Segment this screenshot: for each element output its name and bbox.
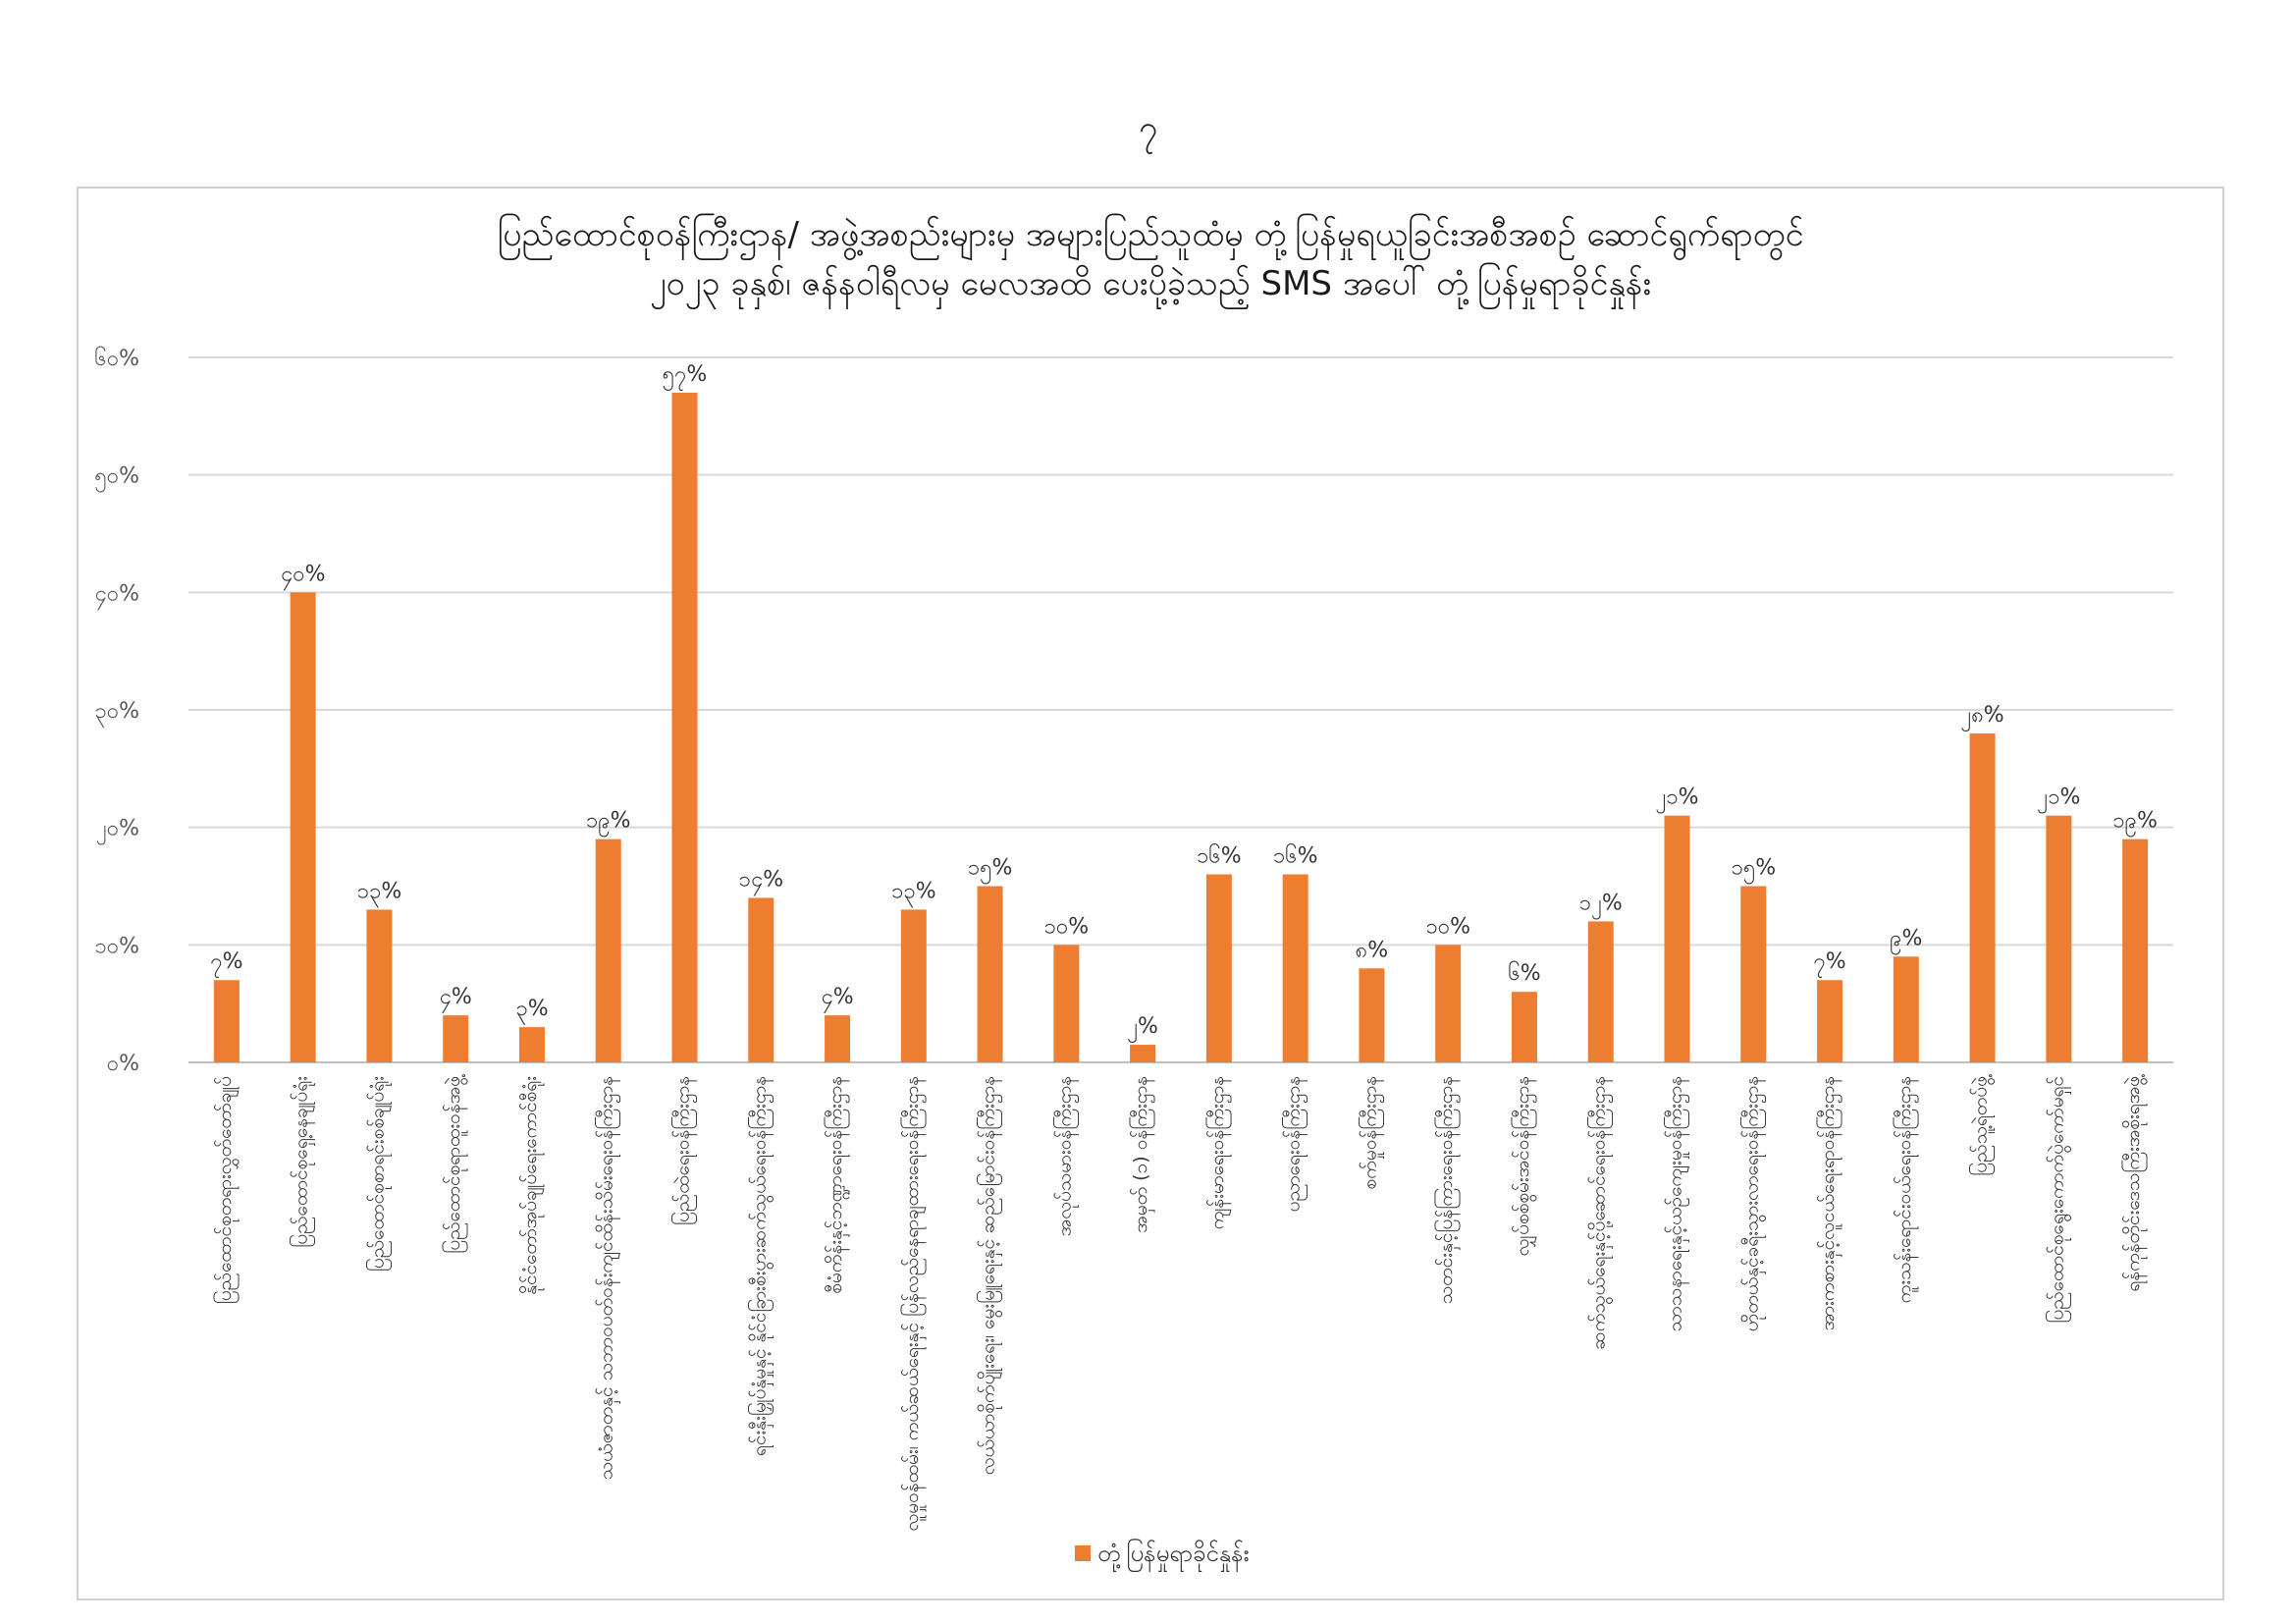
bar [901,909,927,1062]
x-tick-label: သာသနာရေးနှင့်ယဉ်ကျေးမှုဝန်ကြီးဌာန [1664,1076,1686,1332]
bar [366,909,392,1062]
data-label: ၄% [439,985,472,1010]
bar [1130,1045,1155,1062]
bar [291,592,316,1062]
bar [1206,875,1232,1062]
y-tick-label: ၆၀% [94,347,139,371]
bar [2122,839,2148,1062]
data-label: ၁၅% [1731,855,1777,881]
x-tick-label: စက်မှုဝန်ကြီးဌာန [1359,1076,1381,1190]
bar [1740,887,1766,1063]
bar [825,1015,850,1062]
legend-label: တုံ့ပြန်မှုရာခိုင်နှုန်း [1097,1540,1250,1567]
bar [1053,945,1079,1062]
bar [214,980,240,1062]
bar [443,1015,468,1062]
legend-swatch [1075,1545,1091,1561]
x-tick-label: လယ်ယာစိုက်ပျိုးရေး၊ မွေးမြူရေးနှင့် ဆည်မြောင်းဝန်ကြီးဌာန [977,1076,999,1476]
bars [214,393,2148,1062]
x-tick-label: ရင်းနှီးမြှုပ်နှံမှုနှင့် နိုင်ငံခြားစီးပွားဆက်သွယ်ရေးဝန်ကြီးဌာန [748,1076,771,1457]
bar [748,897,774,1062]
bar [672,393,698,1062]
gridlines [188,357,2173,1062]
x-tick-label: ပညာရေးဝန်ကြီးဌာန [1282,1076,1305,1213]
data-label: ၃% [515,997,549,1022]
bar [1817,980,1842,1062]
x-tick-label: ပြည်ထောင်စုစာရင်းစစ်ချုပ်ရုံး [366,1076,389,1272]
y-axis-ticks [94,346,139,1076]
data-label: ၁၄% [738,867,784,893]
data-label: ၁၀% [1425,914,1471,940]
bar-chart [79,189,2222,1598]
bar [1588,921,1614,1062]
bar [978,887,1003,1063]
bar [1665,816,1690,1062]
chart-container [77,187,2224,1600]
x-axis-labels [212,1074,2148,1531]
data-label: ၁၉% [2112,808,2158,834]
bar [2046,816,2071,1062]
data-label: ၈% [1355,938,1389,963]
y-tick-label: ၂၀% [95,816,139,841]
data-label: ၁၂% [1578,891,1623,916]
data-label: ၆% [1508,961,1541,987]
bar [1894,956,1919,1062]
x-tick-label: အားကစားနှင့်လူငယ်ရေးရာဝန်ကြီးဌာန [1817,1076,1840,1331]
data-label: ၁၉% [585,808,631,834]
bar [519,1027,545,1062]
x-tick-label: လူမှုဝန်ထမ်း၊ ကယ်ဆယ်ရေးနှင့် ပြန်လည်နေရာချထားရေးဝန်ကြီးဌာန [900,1076,923,1532]
data-label: ၅၇% [662,361,708,387]
x-tick-label: အလုပ်သမားဝန်ကြီးဌာန [1053,1076,1076,1237]
data-label: ၁၆% [1272,843,1318,869]
x-tick-label: သတင်းနှင့်ပြန်ကြားရေးဝန်ကြီးဌာန [1435,1076,1458,1305]
data-labels [210,362,2158,1043]
x-tick-label: အမှတ် (၁) ဝန်ကြီးဌာန [1130,1076,1152,1233]
chart-title-line-2: ၂၀၂၃ ခုနှစ်၊ ဇန်နဝါရီလမှ မေလအထိ ပေးပို့ခဲ့သည့် SMS အပေါ် တုံ့ပြန်မှုရာခိုင်နှုန်း [649,264,1652,303]
y-tick-label: ၄၀% [94,581,139,607]
x-tick-label: ပြည်ထောင်စုရှေ့နေချုပ်ရုံး [290,1076,312,1248]
x-tick-label: ပြည်ထောင်စုတရားလွှတ်တော်ချုပ် [213,1076,236,1305]
data-label: ၁၀% [1043,914,1090,940]
x-tick-label: လျှပ်စစ်စွမ်းအင်ဝန်ကြီးဌာန [1511,1076,1533,1257]
y-tick-label: ၅၀% [94,463,139,489]
data-label: ၂% [1127,1014,1158,1040]
data-label: ၁၃% [890,879,936,904]
chart-title-line-1: ပြည်ထောင်စုဝန်ကြီးဌာန/ အဖွဲ့အစည်းများမှ အများပြည်သူထံမှ တုံ့ပြန်မှုရယူခြင်းအစီအစဉ် ဆောင်ရွက်ရာတွင် [497,215,1804,254]
page-number: ၇ [1138,109,1158,148]
x-tick-label: ပြည်ထဲရေးဝန်ကြီးဌာန [671,1076,694,1226]
bar [1283,875,1308,1062]
data-label: ၉% [1890,926,1923,951]
bar [596,839,621,1062]
x-tick-label: သယံဇာတနှင့် သဘာဝပတ်ဝန်းကျင်ထိန်းသိမ်းရေးဝန်ကြီးဌာန [595,1076,617,1481]
bar [1435,945,1461,1062]
data-label: ၇% [210,949,243,975]
data-label: ၄% [821,985,854,1010]
legend [1075,1538,1250,1572]
data-label: ၂၈% [1960,702,2004,728]
data-label: ၁၅% [967,855,1013,881]
data-label: ၇% [1813,949,1846,975]
x-tick-label: ကျန်းမာရေးဝန်ကြီးဌာန [1205,1076,1228,1230]
x-tick-label: ပြည်သူ့ရဲတပ်ဖွဲ့ [1969,1076,1992,1176]
x-tick-label: စီမံကိန်းနှင့်ဘဏ္ဍာရေးဝန်ကြီးဌာန [825,1076,847,1294]
bar [1512,992,1537,1062]
y-tick-label: ၀% [106,1052,139,1076]
x-tick-label: နိုင်ငံတော်အုပ်ချုပ်ရေးကောင်စီရုံး [518,1076,541,1295]
bar [1970,733,1996,1062]
x-tick-label: ပြည်ထောင်စုရွေးကောက်ပွဲကော်မရှင် [2046,1076,2068,1324]
data-label: ၂၁% [1655,785,1699,810]
x-tick-label: ပြည်ထောင်စုရာထူးဝန်အဖွဲ့ [443,1076,465,1254]
y-tick-label: ၃၀% [94,699,139,724]
x-tick-label: ဟိုတယ်နှင့်ခရီးသွားလာရေးဝန်ကြီးဌာန [1740,1076,1763,1332]
x-tick-label: ကူးသန်းရောင်းဝယ်ရေးဝန်ကြီးဌာန [1893,1075,1915,1304]
bar [1359,968,1384,1062]
data-label: ၁၃% [356,879,402,904]
data-label: ၁၆% [1197,843,1242,869]
data-label: ၂၁% [2037,785,2081,810]
x-tick-label: ရန်ကုန်တိုင်းဒေသကြီးအစိုးရအဖွဲ့ [2122,1076,2145,1292]
data-label: ၄၀% [280,562,326,587]
y-tick-label: ၁၀% [94,934,139,959]
x-tick-label: ဆက်သွယ်ရေးနှင့်ပို့ဆောင်ရေးဝန်ကြီးဌာန [1587,1076,1610,1350]
